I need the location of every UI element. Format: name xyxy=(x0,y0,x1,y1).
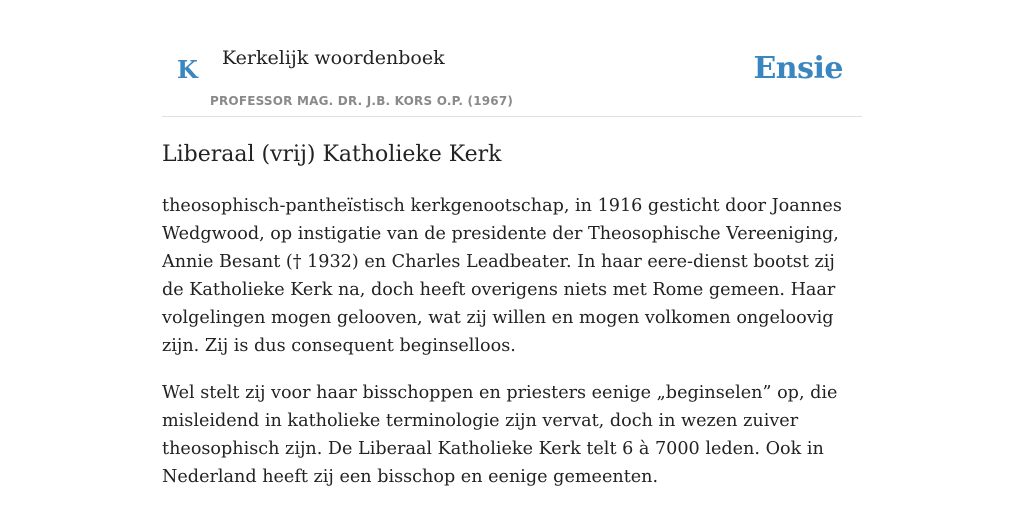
book-title-link[interactable]: Kerkelijk woordenboek xyxy=(222,47,445,69)
header xyxy=(162,0,862,117)
entry-body xyxy=(162,192,862,510)
ensie-logo[interactable]: Ensie xyxy=(753,51,843,86)
entry-paragraph: theosophisch-pantheïstisch kerkgenootschap, in 1916 gesticht door Joannes Wedgwood, op instigatie van de presidente der Theosophische Vereeniging, Annie Besant († 1932) en Charles Leadbeater. In haar eere-dienst bootst zij de Katholieke Kerk na, doch heeft overigens niets met Rome gemeen. Haar volgelingen mogen gelooven, wat zij willen en mogen volkomen ongeloovig zijn. Zij is dus consequent beginselloos. xyxy=(162,196,842,356)
book-author: PROFESSOR MAG. DR. J.B. KORS O.P. (1967) xyxy=(210,94,514,108)
entry-title: Liberaal (vrij) Katholieke Kerk xyxy=(162,142,502,167)
book-logo[interactable]: K xyxy=(177,55,198,84)
entry-paragraph: Wel stelt zij voor haar bisschoppen en priesters eenige „beginselen” op, die misleidend in katholieke terminologie zijn vervat, doch in wezen zuiver theosophisch zijn. De Liberaal Katholieke Kerk telt 6 à 7000 leden. Ook in Nederland heeft zij een bisschop en eenige gemeenten. xyxy=(162,383,838,487)
